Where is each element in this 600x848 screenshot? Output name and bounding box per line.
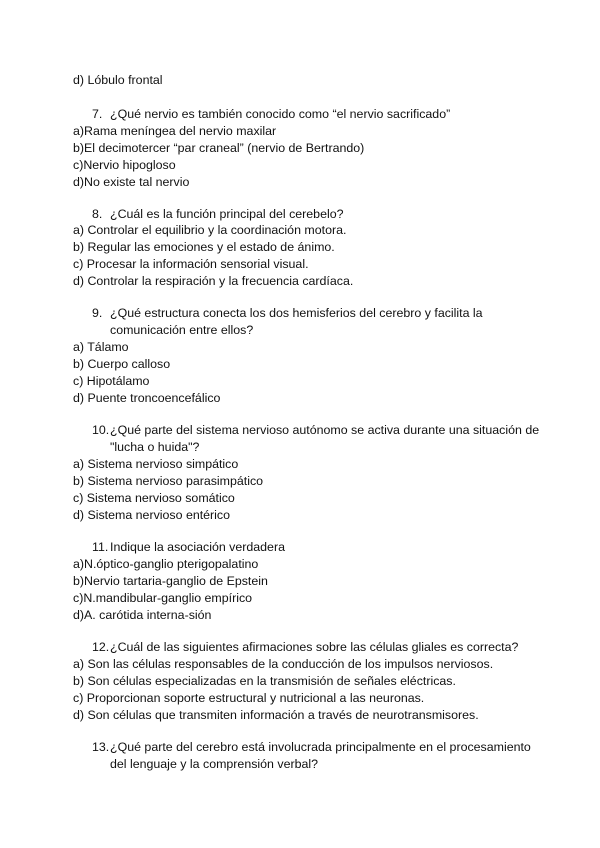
question-text: ¿Cuál de las siguientes afirmaciones sobre las células gliales es correcta? (110, 640, 519, 654)
option-d: d) Puente troncoencefálico (73, 391, 221, 405)
option-b: b)Nervio tartaria-ganglio de Epstein (73, 574, 268, 588)
question-text-continuation: "lucha o huida"? (110, 440, 200, 454)
question-12 (92, 639, 518, 656)
option-d: d)A. carótida interna-sión (73, 608, 212, 622)
option-a: a) Controlar el equilibrio y la coordinación motora. (73, 223, 347, 237)
option-b: b) Regular las emociones y el estado de ánimo. (73, 240, 335, 254)
option-c: c) Sistema nervioso somático (73, 491, 235, 505)
option-a: a)Rama meníngea del nervio maxilar (73, 124, 277, 138)
option-d: d) Controlar la respiración y la frecuencia cardíaca. (73, 274, 354, 288)
question-11 (92, 539, 285, 556)
option-a: a) Sistema nervioso simpático (73, 457, 239, 471)
question-text-continuation: del lenguaje y la comprensión verbal? (110, 757, 319, 771)
option-c: c) Hipotálamo (73, 374, 150, 388)
question-text: Indique la asociación verdadera (110, 540, 285, 554)
question-number: 11. (92, 540, 109, 554)
option-c: c) Procesar la información sensorial visual. (73, 257, 309, 271)
option-a: a)N.óptico-ganglio pterigopalatino (73, 557, 259, 571)
question-text: ¿Qué parte del sistema nervioso autónomo se activa durante una situación de (110, 423, 540, 437)
option-b: b) Son células especializadas en la transmisión de señales eléctricas. (73, 674, 456, 688)
question-text-continuation: comunicación entre ellos? (110, 323, 254, 337)
question-number: 13. (92, 740, 110, 754)
question-7 (92, 106, 450, 123)
option-b: b)El decimotercer “par craneal” (nervio de Bertrando) (73, 141, 365, 155)
question-text: ¿Qué estructura conecta los dos hemisferios del cerebro y facilita la (110, 306, 483, 320)
question-number: 8. (92, 207, 103, 221)
question-text: ¿Qué nervio es también conocido como “el nervio sacrificado” (110, 107, 451, 121)
option-d: d) Sistema nervioso entérico (73, 508, 231, 522)
option-c: c)N.mandibular-ganglio empírico (73, 591, 253, 605)
question-number: 7. (92, 107, 103, 121)
question-number: 10. (92, 423, 110, 437)
question-number: 12. (92, 640, 110, 654)
question-text: ¿Cuál es la función principal del cerebelo? (110, 207, 344, 221)
question-13 (92, 739, 531, 756)
option-d-lobulo-frontal: d) Lóbulo frontal (73, 73, 163, 87)
option-b: b) Cuerpo calloso (73, 357, 171, 371)
option-b: b) Sistema nervioso parasimpático (73, 474, 264, 488)
question-9 (92, 305, 483, 322)
option-c: c)Nervio hipogloso (73, 158, 176, 172)
option-a: a) Son las células responsables de la conducción de los impulsos nerviosos. (73, 657, 494, 671)
question-10 (92, 422, 539, 439)
question-text: ¿Qué parte del cerebro está involucrada principalmente en el procesamiento (110, 740, 531, 754)
option-d: d) Son células que transmiten información a través de neurotransmisores. (73, 708, 479, 722)
option-c: c) Proporcionan soporte estructural y nutricional a las neuronas. (73, 691, 425, 705)
option-d: d)No existe tal nervio (73, 175, 190, 189)
option-a: a) Tálamo (73, 340, 129, 354)
question-number: 9. (92, 306, 103, 320)
question-8 (92, 206, 344, 223)
